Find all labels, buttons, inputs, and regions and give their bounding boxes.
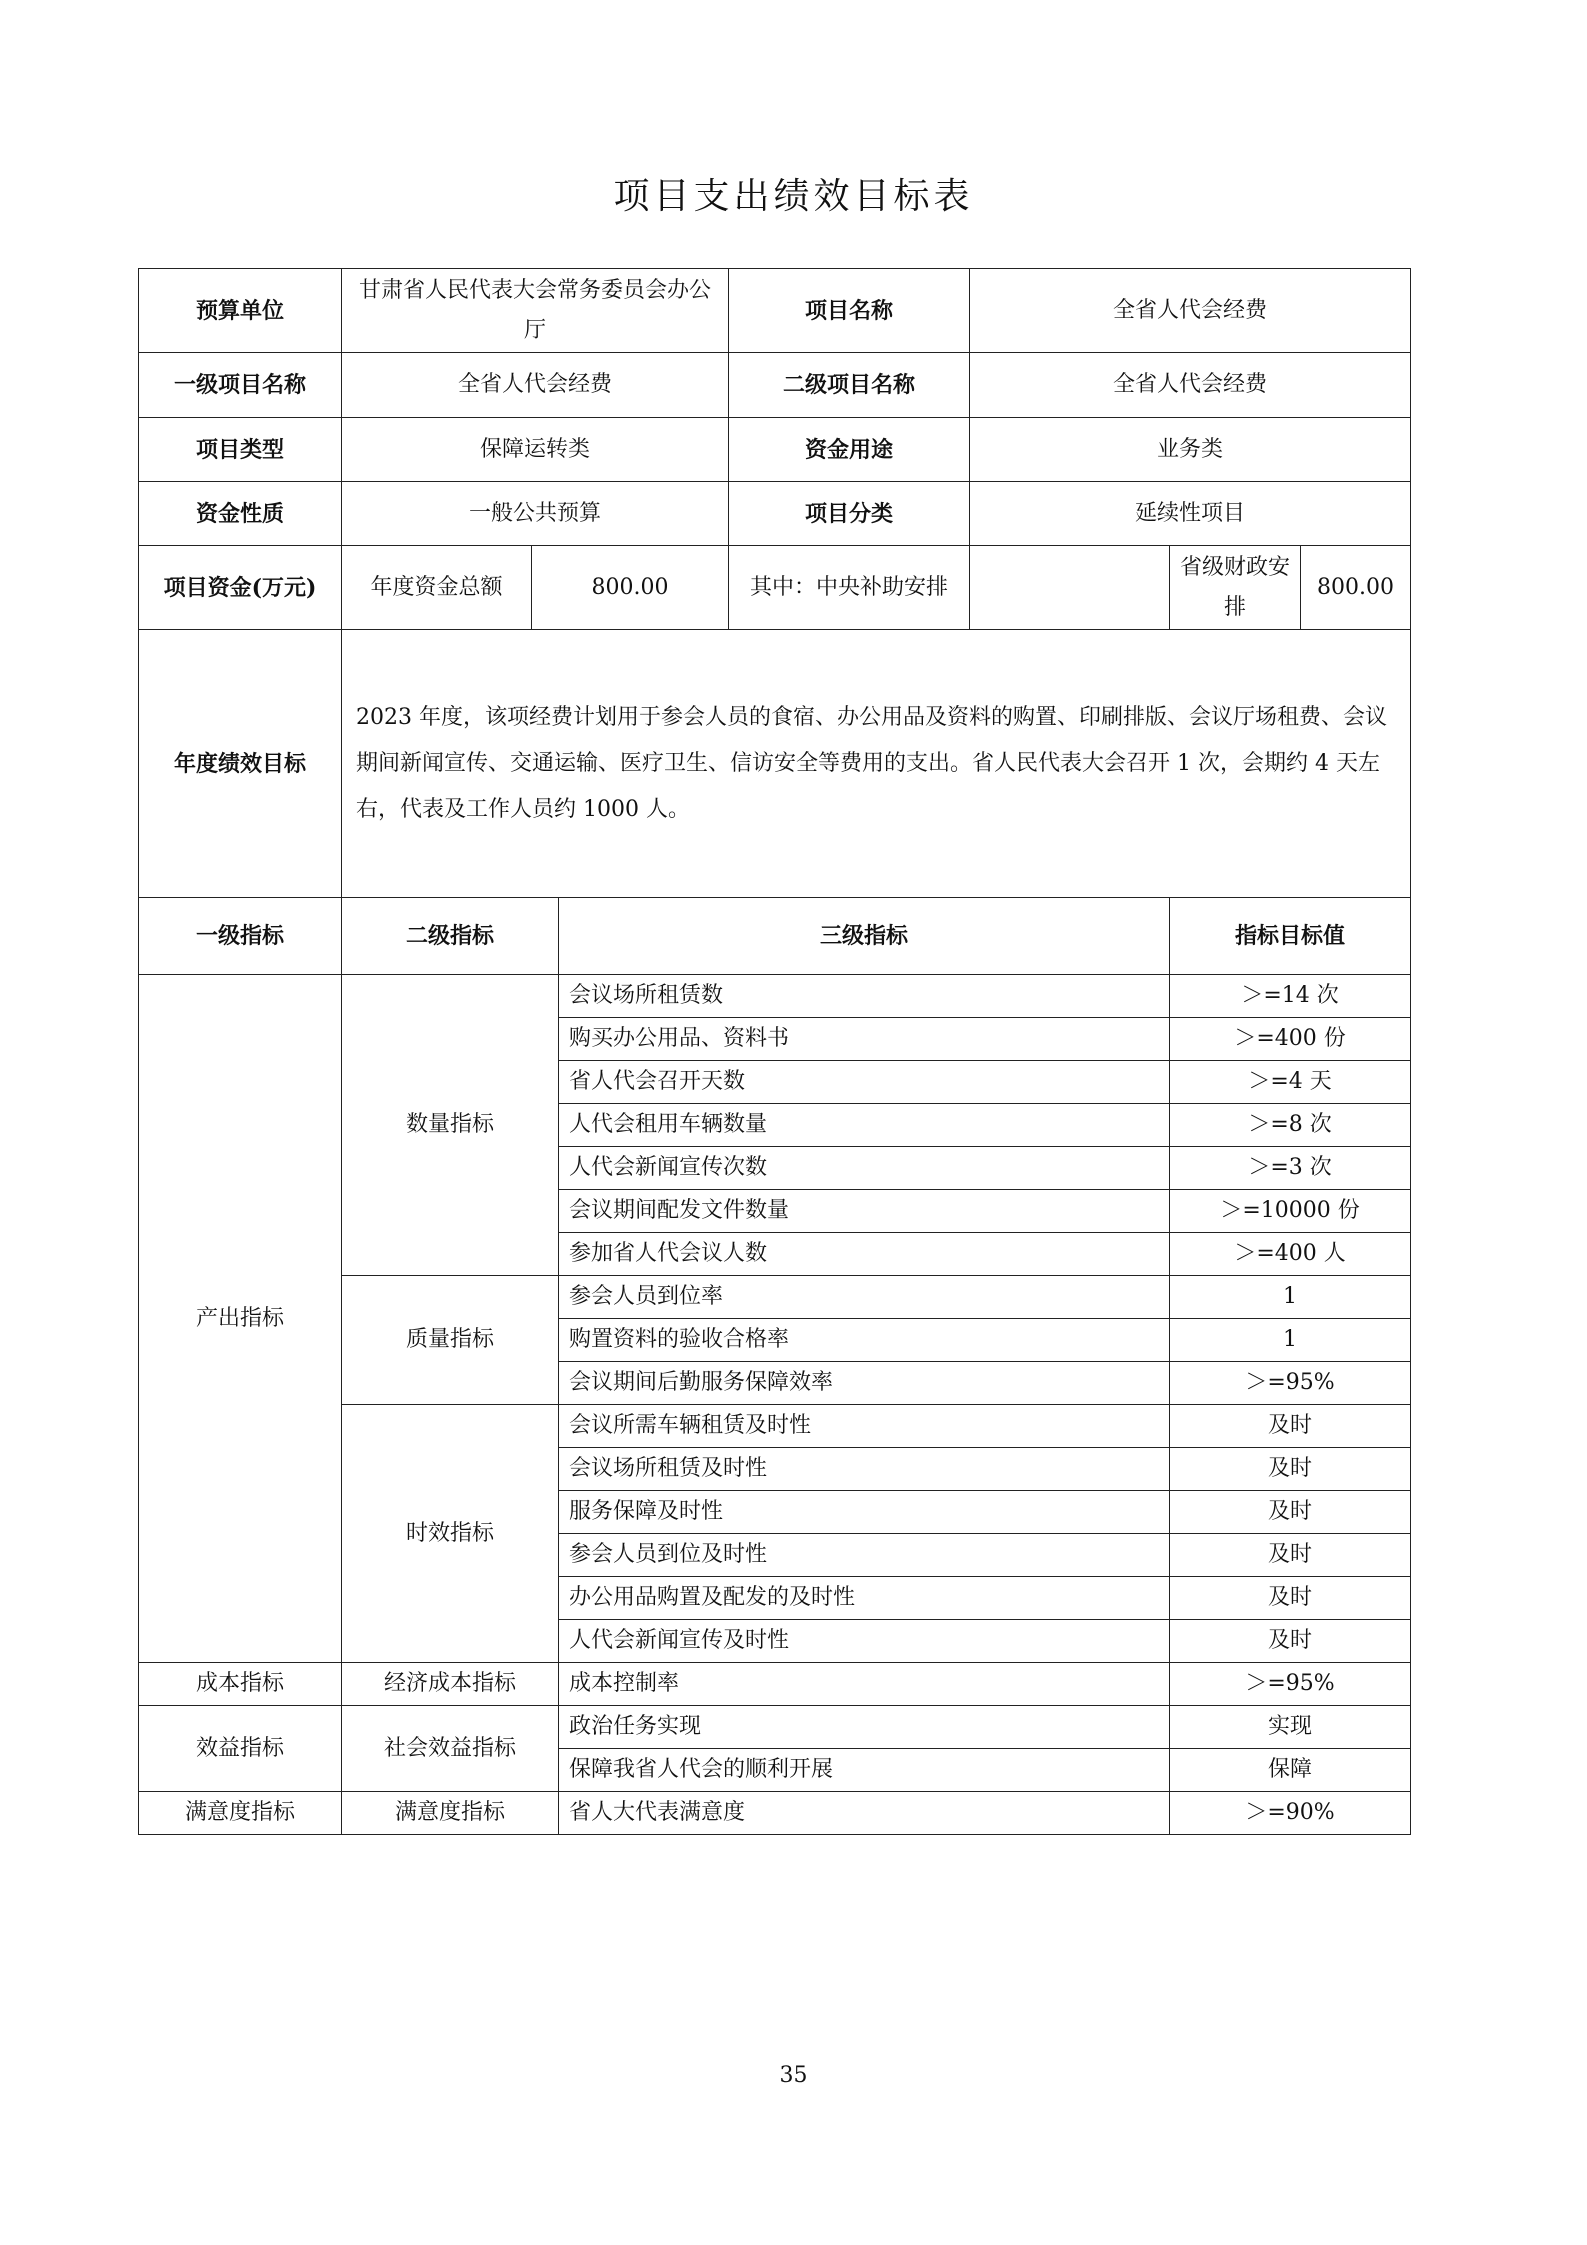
indicator-name: 会议所需车辆租赁及时性 bbox=[559, 1405, 1170, 1448]
indicator-name: 保障我省人代会的顺利开展 bbox=[559, 1749, 1170, 1792]
project-type-value: 保障运转类 bbox=[342, 418, 729, 482]
indicator-name: 服务保障及时性 bbox=[559, 1491, 1170, 1534]
performance-target-table bbox=[138, 268, 1411, 1835]
indicator-value: ＞=3 次 bbox=[1170, 1147, 1411, 1190]
budget-unit-label: 预算单位 bbox=[139, 269, 342, 353]
indicator-name: 省人代会召开天数 bbox=[559, 1061, 1170, 1104]
satisfaction-sub-indicator: 满意度指标 bbox=[342, 1792, 559, 1835]
page-number: 35 bbox=[779, 2063, 808, 2088]
level2-name-label: 二级项目名称 bbox=[729, 353, 970, 418]
indicator-value: ＞=90% bbox=[1170, 1792, 1411, 1835]
central-subsidy-value bbox=[970, 546, 1170, 630]
indicator-name: 成本控制率 bbox=[559, 1663, 1170, 1706]
level2-name-value: 全省人代会经费 bbox=[970, 353, 1411, 418]
indicator-value: 及时 bbox=[1170, 1534, 1411, 1577]
indicator-value: 及时 bbox=[1170, 1577, 1411, 1620]
indicator-name: 人代会新闻宣传及时性 bbox=[559, 1620, 1170, 1663]
indicator-value: ＞=400 份 bbox=[1170, 1018, 1411, 1061]
indicator-value: 1 bbox=[1170, 1319, 1411, 1362]
level1-indicator-header: 一级指标 bbox=[139, 898, 342, 975]
indicator-value: 及时 bbox=[1170, 1405, 1411, 1448]
annual-total-label: 年度资金总额 bbox=[342, 546, 532, 630]
project-category-label: 项目分类 bbox=[729, 482, 970, 546]
indicator-name: 会议期间后勤服务保障效率 bbox=[559, 1362, 1170, 1405]
project-name-value: 全省人代会经费 bbox=[970, 269, 1411, 353]
annual-goal-label: 年度绩效目标 bbox=[139, 630, 342, 898]
fund-nature-value: 一般公共预算 bbox=[342, 482, 729, 546]
indicator-value: 实现 bbox=[1170, 1706, 1411, 1749]
economic-cost-indicator: 经济成本指标 bbox=[342, 1663, 559, 1706]
indicator-value: ＞=10000 份 bbox=[1170, 1190, 1411, 1233]
indicator-name: 人代会租用车辆数量 bbox=[559, 1104, 1170, 1147]
project-name-label: 项目名称 bbox=[729, 269, 970, 353]
level1-name-value: 全省人代会经费 bbox=[342, 353, 729, 418]
social-benefit-indicator: 社会效益指标 bbox=[342, 1706, 559, 1792]
timeliness-indicator: 时效指标 bbox=[342, 1405, 559, 1663]
fund-use-label: 资金用途 bbox=[729, 418, 970, 482]
indicator-value: 及时 bbox=[1170, 1620, 1411, 1663]
level3-indicator-header: 三级指标 bbox=[559, 898, 1170, 975]
indicator-value: ＞=4 天 bbox=[1170, 1061, 1411, 1104]
indicator-value: ＞=14 次 bbox=[1170, 975, 1411, 1018]
output-indicator: 产出指标 bbox=[139, 975, 342, 1663]
indicator-name: 省人大代表满意度 bbox=[559, 1792, 1170, 1835]
indicator-name: 参加省人代会议人数 bbox=[559, 1233, 1170, 1276]
satisfaction-indicator: 满意度指标 bbox=[139, 1792, 342, 1835]
indicator-value: ＞=400 人 bbox=[1170, 1233, 1411, 1276]
indicator-name: 会议期间配发文件数量 bbox=[559, 1190, 1170, 1233]
indicator-value: 及时 bbox=[1170, 1491, 1411, 1534]
indicator-value: ＞=95% bbox=[1170, 1663, 1411, 1706]
annual-goal-text: 2023 年度，该项经费计划用于参会人员的食宿、办公用品及资料的购置、印刷排版、会议厅场租费、会议期间新闻宣传、交通运输、医疗卫生、信访安全等费用的支出。省人民代表大会召开 1 次，会期约 4 天左右，代表及工作人员约 1000 人。 bbox=[342, 630, 1411, 898]
fund-use-value: 业务类 bbox=[970, 418, 1411, 482]
project-category-value: 延续性项目 bbox=[970, 482, 1411, 546]
indicator-name: 政治任务实现 bbox=[559, 1706, 1170, 1749]
central-subsidy-label: 其中：中央补助安排 bbox=[729, 546, 970, 630]
quantity-indicator: 数量指标 bbox=[342, 975, 559, 1276]
indicator-value: ＞=8 次 bbox=[1170, 1104, 1411, 1147]
indicator-name: 参会人员到位及时性 bbox=[559, 1534, 1170, 1577]
cost-indicator: 成本指标 bbox=[139, 1663, 342, 1706]
indicator-value: 及时 bbox=[1170, 1448, 1411, 1491]
indicator-name: 参会人员到位率 bbox=[559, 1276, 1170, 1319]
quality-indicator: 质量指标 bbox=[342, 1276, 559, 1405]
provincial-value: 800.00 bbox=[1301, 546, 1411, 630]
indicator-name: 会议场所租赁及时性 bbox=[559, 1448, 1170, 1491]
indicator-value: 保障 bbox=[1170, 1749, 1411, 1792]
target-value-header: 指标目标值 bbox=[1170, 898, 1411, 975]
annual-total-value: 800.00 bbox=[532, 546, 729, 630]
indicator-name: 会议场所租赁数 bbox=[559, 975, 1170, 1018]
indicator-name: 购置资料的验收合格率 bbox=[559, 1319, 1170, 1362]
benefit-indicator: 效益指标 bbox=[139, 1706, 342, 1792]
level1-name-label: 一级项目名称 bbox=[139, 353, 342, 418]
page-title: 项目支出绩效目标表 bbox=[613, 176, 974, 217]
funds-label: 项目资金(万元) bbox=[139, 546, 342, 630]
indicator-name: 购买办公用品、资料书 bbox=[559, 1018, 1170, 1061]
indicator-value: ＞=95% bbox=[1170, 1362, 1411, 1405]
level2-indicator-header: 二级指标 bbox=[342, 898, 559, 975]
provincial-label: 省级财政安排 bbox=[1170, 546, 1301, 630]
project-type-label: 项目类型 bbox=[139, 418, 342, 482]
indicator-name: 办公用品购置及配发的及时性 bbox=[559, 1577, 1170, 1620]
fund-nature-label: 资金性质 bbox=[139, 482, 342, 546]
indicator-name: 人代会新闻宣传次数 bbox=[559, 1147, 1170, 1190]
indicator-value: 1 bbox=[1170, 1276, 1411, 1319]
budget-unit-value: 甘肃省人民代表大会常务委员会办公厅 bbox=[342, 269, 729, 353]
